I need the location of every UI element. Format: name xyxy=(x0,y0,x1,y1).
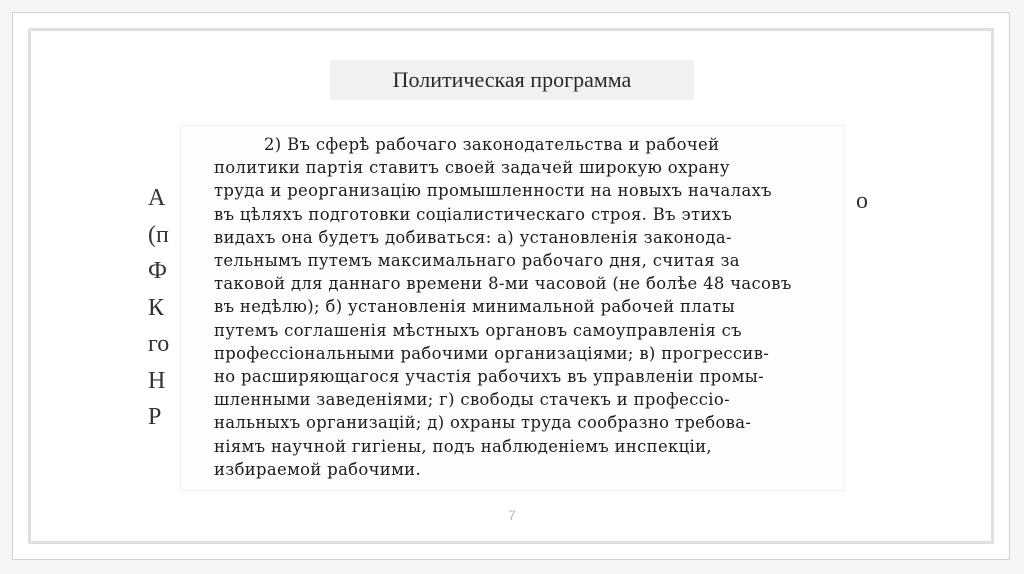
scan-line: профессіональными рабочими организаціями; в) прогрессив- xyxy=(214,343,770,363)
scan-line: путемъ соглашенія мѣстныхъ органовъ самоуправленія съ xyxy=(214,320,742,340)
scanned-document-image xyxy=(180,125,845,491)
scan-line: шленными заведеніями; г) свободы стачекъ и профессіо- xyxy=(214,390,730,410)
scan-line: 2) Въ сферѣ рабочаго законодательства и рабочей xyxy=(264,135,720,154)
scan-line: избираемой рабочими. xyxy=(214,459,422,479)
obscured-bullet-text xyxy=(148,180,178,436)
obscured-line: Ф xyxy=(148,258,167,284)
scan-line: политики партія ставитъ своей задачей широкую охрану xyxy=(214,158,730,178)
obscured-line: (п xyxy=(148,221,169,248)
scan-line: труда и реорганизацію промышленности на новыхъ началахъ xyxy=(214,181,772,201)
page-number: 7 xyxy=(508,507,516,523)
scanned-text-block xyxy=(214,133,839,481)
obscured-line: Н xyxy=(148,367,166,394)
scan-line: таковой для даннаго времени 8-ми часовой (не болѣе 48 часовъ xyxy=(214,274,792,294)
obscured-line: го xyxy=(148,331,170,357)
obscured-line: К xyxy=(148,294,165,321)
scan-line: ніямъ научной гигіены, подъ наблюденіемъ инспекціи, xyxy=(214,436,712,456)
slide-title: Политическая программа xyxy=(330,60,694,100)
obscured-line: А xyxy=(148,185,166,211)
scan-line: въ недѣлю); б) установленія минимальной рабочей платы xyxy=(214,297,736,317)
scan-line: но расширяющагося участія рабочихъ въ управленіи промы- xyxy=(214,367,765,387)
scan-line: въ цѣляхъ подготовки соціалистическаго строя. Въ этихъ xyxy=(214,204,733,224)
scan-line: нальныхъ организацій; д) охраны труда сообразно требова- xyxy=(214,413,752,433)
scan-line: тельнымъ путемъ максимальнаго рабочаго дня, считая за xyxy=(214,251,740,271)
scan-line: видахъ она будетъ добиваться: а) установленія законода- xyxy=(214,227,732,247)
obscured-right-fragment: о xyxy=(856,188,868,214)
obscured-line: Р xyxy=(148,404,162,430)
